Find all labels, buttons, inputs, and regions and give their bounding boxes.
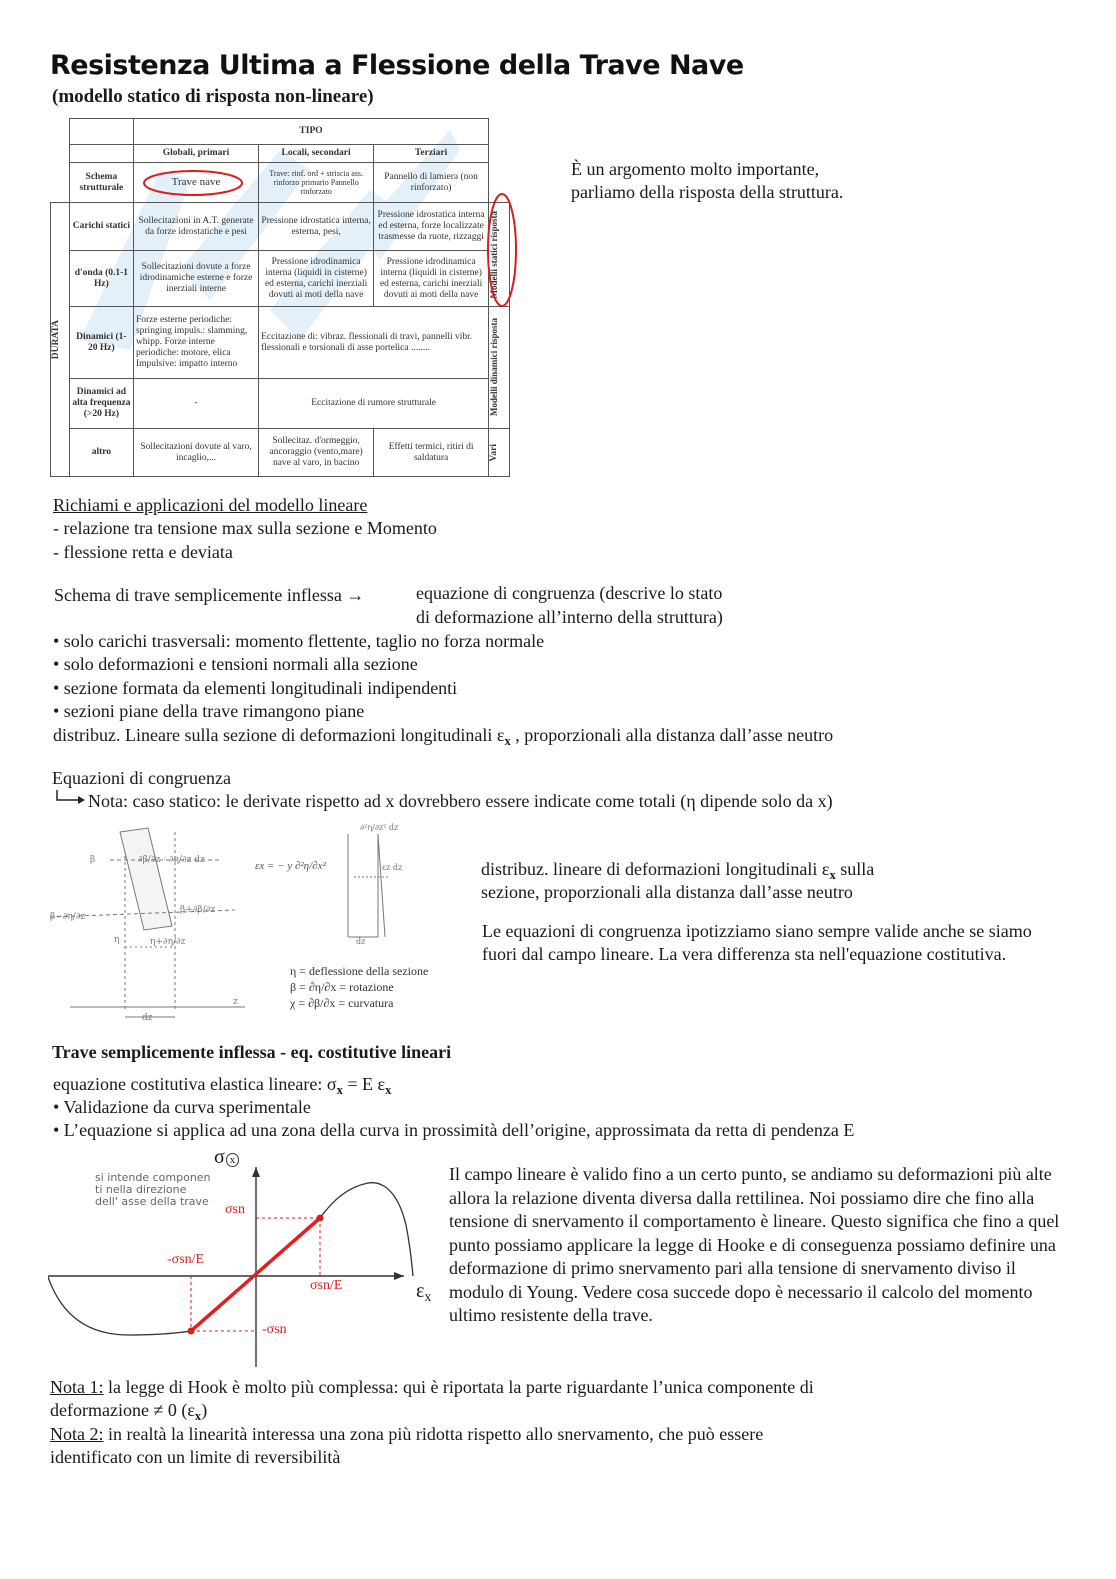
- table-tipo-header: TIPO: [133, 119, 488, 145]
- handwritten-note: si intende componen ti nella direzione dell' asse della trave: [95, 1171, 211, 1208]
- legend-line: η = deflessione della sezione: [290, 964, 429, 978]
- richiami-heading: Richiami e applicazioni del modello lineare: [53, 495, 368, 515]
- schema-bullet: • sezione formata da elementi longitudinali indipendenti: [53, 678, 458, 698]
- intro-line: parliamo della risposta della struttura.: [571, 182, 844, 202]
- congruenza-heading: Equazioni di congruenza: [52, 768, 231, 788]
- sigma-sn-label: σsn: [225, 1202, 245, 1217]
- arrow-icon: [54, 790, 88, 806]
- legend-line: β = ∂η/∂x = rotazione: [290, 980, 394, 994]
- richiami-item: - relazione tra tensione max sulla sezione e Momento: [53, 518, 437, 538]
- nota-2-line2: identificato con un limite di reversibilità: [50, 1447, 341, 1467]
- svg-text:dz: dz: [142, 1013, 153, 1022]
- intro-line: È un argomento molto importante,: [571, 159, 820, 179]
- page-subtitle: (modello statico di risposta non-lineare): [52, 86, 374, 107]
- schema-congruenza-text: equazione di congruenza (descrive lo stato: [416, 583, 723, 603]
- table-cell: Sollecitaz. d'ormeggio, ancoraggio (vento,mare) nave al varo, in bacino: [259, 429, 374, 477]
- table-cell: Sollecitazioni dovute a forze idrodinamiche esterne e forze inerziali interne: [133, 251, 258, 307]
- costitutive-bullet: • L’equazione si applica ad una zona della curva in prossimità dell’origine, approssimata da retta di pendenza E: [53, 1120, 855, 1140]
- svg-text:β−∂η/∂z: β−∂η/∂z: [50, 912, 86, 922]
- durata-label: DURATA: [51, 319, 61, 360]
- table-cell: Effetti termici, ritiri di saldatura: [374, 429, 489, 477]
- yield-point-positive: [317, 1215, 324, 1222]
- campo-lineare-paragraph: Il campo lineare è valido fino a un certo punto, se andiamo su deformazioni più alte allora la relazione diventa diversa dalla rettilinea. Noi possiamo dire che fino alla tensione di snervamento il comportamento è lineare. Questo significa che fino a quel punto possiamo applicare la legge di Hooke e di conseguenza possiamo definire una deformazione di primo snervamento pari alla tensione di snervamento diviso il modulo di Young. Vedere cosa succede dopo è necessario il calcolo del momento ultimo resistente della trave.: [449, 1164, 1060, 1325]
- schema-bullet: • solo carichi trasversali: momento flettente, taglio no forza normale: [53, 631, 545, 651]
- costitutive-heading: Trave semplicemente inflessa - eq. costitutive lineari: [52, 1042, 452, 1062]
- load-classification-table: [50, 118, 510, 477]
- schema-bullet: • sezioni piane della trave rimangono piane: [53, 701, 365, 721]
- nota-1: Nota 1: la legge di Hook è molto più complessa: qui è riportata la parte riguardante l’unica componente di: [50, 1377, 814, 1397]
- costitutive-equation: equazione costitutiva elastica lineare: $\sigma_x = E$ $\varepsilon_x$: [53, 1074, 392, 1097]
- schema-text: Schema di trave semplicemente inflessa →: [54, 585, 365, 605]
- strain-formula: εx = − y ∂²η/∂x²: [255, 860, 326, 872]
- side-label: Vari: [489, 443, 500, 462]
- table-row-label: altro: [69, 429, 133, 477]
- table-cell: -: [133, 379, 258, 429]
- strain-distribution-diagram: [330, 822, 430, 947]
- svg-text:∂β/∂z · ∂η/∂z dz: ∂β/∂z · ∂η/∂z dz: [138, 855, 205, 865]
- table-cell: Trave: rinf. ord + striscia ass. rinforzo primario Pannello rinforzato: [259, 163, 374, 203]
- congruenza-paragraph: Le equazioni di congruenza ipotizziamo siano sempre valide anche se siamo fuori dal campo lineare. La vera differenza sta nell'equazione costitutiva.: [482, 921, 1032, 964]
- epsilon-axis-label: $\varepsilon_x$: [416, 1280, 432, 1306]
- table-cell: Sollecitazioni dovute al varo, incaglio,...: [133, 429, 258, 477]
- table-cell: Eccitazione di rumore strutturale: [259, 379, 489, 429]
- distribuzione-lineare-text: sezione, proporzionali alla distanza dall’asse neutro: [481, 882, 853, 902]
- sigma-axis-label: σx: [214, 1146, 239, 1169]
- table-cell: Eccitazione di: vibraz. flessionali di travi, pannelli vibr. flessionali e torsionali di asse portelica ........: [259, 307, 489, 379]
- svg-text:β: β: [90, 855, 96, 865]
- nota-2: Nota 2: in realtà la linearità interessa una zona più ridotta rispetto allo snervamento, che può essere: [50, 1424, 764, 1444]
- table-row-label: Carichi statici: [69, 203, 133, 251]
- table-cell: Pressione idrodinamica interna (liquidi in cisterne) ed esterna, carichi inerziali dovuti ai moti della nave: [374, 251, 489, 307]
- red-ellipse-highlight: [142, 169, 244, 197]
- nota-1-line2: deformazione ≠ 0 $(\varepsilon_x)$: [50, 1400, 208, 1423]
- red-ellipse-highlight: [484, 190, 520, 310]
- schema-bullet: • solo deformazioni e tensioni normali alla sezione: [53, 654, 418, 674]
- legend-line: χ = ∂β/∂x = curvatura: [290, 996, 394, 1010]
- table-cell: Sollecitazioni in A.T. generate da forze idrostatiche e pesi: [133, 203, 258, 251]
- svg-text:∂²η/∂z² dz: ∂²η/∂z² dz: [360, 823, 399, 832]
- table-col-header: Terziari: [374, 145, 489, 163]
- schema-congruenza-text: di deformazione all’interno della struttura): [416, 607, 723, 627]
- table-cell: Pressione idrodinamica interna (liquidi in cisterne) ed esterna, carichi inerziali dovuti ai moti della nave: [259, 251, 374, 307]
- table-cell: Pressione idrostatica interna, esterna, pesi,: [259, 203, 374, 251]
- table-col-header: Globali, primari: [133, 145, 258, 163]
- svg-text:z: z: [233, 997, 238, 1007]
- table-cell: Forze esterne periodiche: springing impuls.: slamming, whipp. Forze interne periodiche: motore, elica Impulsive: impatto interno: [133, 307, 258, 379]
- table-row-label: Dinamici ad alta frequenza (>20 Hz): [69, 379, 133, 429]
- table-row-label: d'onda (0.1-1 Hz): [69, 251, 133, 307]
- svg-text:εz dz: εz dz: [382, 863, 403, 872]
- curvature-legend: [290, 963, 428, 1011]
- richiami-item: - flessione retta e deviata: [53, 542, 233, 562]
- side-label: Modelli statici risposta: [489, 210, 500, 299]
- table-cell: Pressione idrostatica interna ed esterna, forze localizzate trasmesse da ruote, rizzaggi: [374, 203, 489, 251]
- table-row-label: Dinamici (1-20 Hz): [69, 307, 133, 379]
- distribuzione-lineare-text: distribuz. lineare di deformazioni longitudinali $\varepsilon_x$ sulla: [481, 859, 875, 882]
- congruenza-nota: Nota: caso statico: le derivate rispetto ad x dovrebbero essere indicate come totali (η dipende solo da x): [88, 791, 833, 811]
- trave-nave-cell: Trave nave: [171, 175, 221, 188]
- sigma-sn-e-label: σsn/E: [310, 1278, 343, 1293]
- beam-deflection-diagram: [50, 822, 250, 1022]
- neg-sigma-sn-e-label: -σsn/E: [167, 1252, 205, 1267]
- yield-point-negative: [188, 1328, 195, 1335]
- svg-text:η: η: [114, 935, 120, 945]
- table-col-header: Locali, secondari: [259, 145, 374, 163]
- svg-text:dz: dz: [356, 937, 366, 946]
- svg-text:η+∂η/∂z: η+∂η/∂z: [150, 937, 186, 947]
- neg-sigma-sn-label: -σsn: [262, 1322, 287, 1337]
- svg-text:β+∂β/∂z: β+∂β/∂z: [180, 905, 216, 915]
- page-title: Resistenza Ultima a Flessione della Trave Nave: [50, 50, 744, 81]
- costitutive-bullet: • Validazione da curva sperimentale: [53, 1097, 311, 1117]
- table-row-label: Schema strutturale: [69, 163, 133, 203]
- distribuzione-text: distribuz. Lineare sulla sezione di deformazioni longitudinali $\varepsilon_x$ , proporzionali alla distanza dall’asse neutro: [53, 725, 834, 748]
- side-label: Modelli dinamici risposta: [489, 318, 500, 417]
- table-cell: Pannello di lamiera (non rinforzato): [374, 163, 489, 203]
